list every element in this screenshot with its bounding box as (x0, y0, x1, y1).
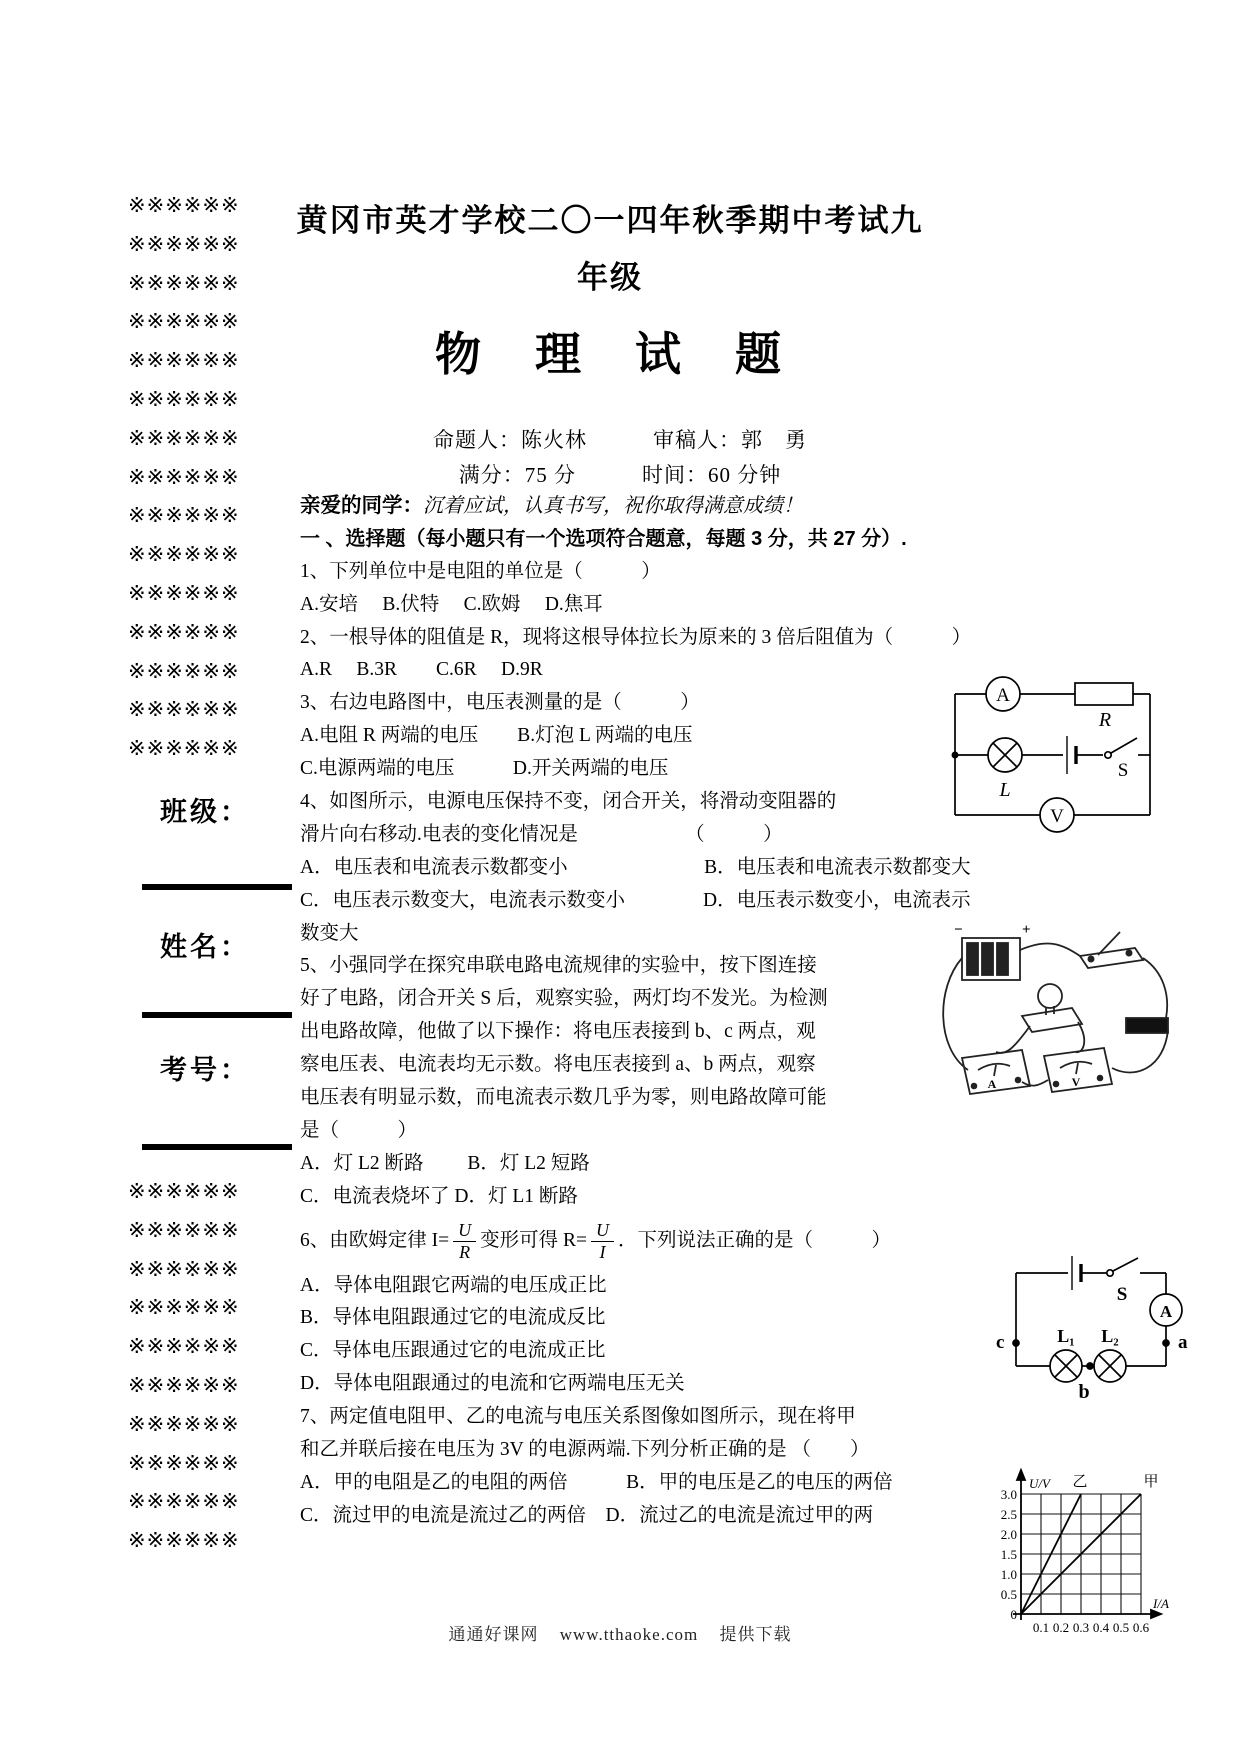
exam-line: 亲爱的同学：沉着应试，认真书写，祝你取得满意成绩！ (300, 494, 803, 517)
exam-line: 7、两定值电阻甲、乙的电流与电压关系图像如图所示，现在将甲 (300, 1406, 856, 1428)
exam-line: A.电阻 R 两端的电压 B.灯泡 L 两端的电压 (300, 725, 693, 747)
ammeter-label: A (996, 685, 1010, 706)
sketch-ammeter-label: A (987, 1077, 997, 1091)
svg-text:0.6: 0.6 (1132, 1620, 1150, 1635)
separator-line (142, 884, 292, 890)
point-b-label: b (1078, 1381, 1090, 1403)
setter-reviewer-line: 命题人：陈火林 审稿人：郭 勇 (433, 428, 807, 452)
svg-text:1.5: 1.5 (1000, 1547, 1017, 1562)
svg-text:0.3: 0.3 (1072, 1620, 1090, 1635)
asterisk-row: ※※※※※※ (128, 464, 240, 489)
exam-line: 出电路故障，他做了以下操作：将电压表接到 b、c 两点，观 (300, 1021, 816, 1043)
sketch-voltmeter-label: V (1071, 1075, 1081, 1089)
exam-title (180, 192, 1040, 306)
circuit-diagram-q3 (945, 670, 1160, 845)
ammeter-label: A (1159, 1302, 1173, 1321)
line-jia-label: 甲 (1143, 1474, 1159, 1490)
exam-line: 数变大 (300, 922, 359, 944)
class-field-label: 班级： (160, 797, 250, 827)
asterisk-row: ※※※※※※ (128, 1295, 240, 1320)
exam-line: C．电压表示数变大，电流表示数变小 D．电压表示数变小，电流表示 (300, 889, 971, 911)
exam-line: 电压表有明显示数，而电流表示数几乎为零，则电路故障可能 (300, 1087, 827, 1109)
subject-title: 物 理 试 题 (435, 328, 785, 380)
exam-line: A．甲的电阻是乙的电阻的两倍 B．甲的电压是乙的电压的两倍 (300, 1471, 893, 1493)
battery-plus-label: + (1022, 922, 1031, 938)
battery-minus-label: − (954, 922, 963, 938)
lamp-label: L (999, 779, 1011, 801)
name-field-label: 姓名： (160, 932, 250, 962)
exam-line: 1、下列单位中是电阻的单位是（ ） (300, 560, 661, 582)
voltmeter-label: V (1050, 806, 1064, 827)
switch-label: S (1116, 1284, 1128, 1305)
question-area (300, 490, 971, 1533)
svg-text:0.4: 0.4 (1092, 1620, 1110, 1635)
footer-url: www.tthaoke.com (559, 1625, 699, 1644)
asterisk-row: ※※※※※※ (128, 1179, 240, 1203)
exam-line: A．电压表和电流表示数都变小 B．电压表和电流表示数都变大 (300, 856, 971, 878)
separator-line (142, 1144, 292, 1150)
switch-label: S (1117, 760, 1129, 781)
asterisk-row: ※※※※※※ (128, 1528, 240, 1553)
score-time-line: 满分：75 分 时间：60 分钟 (458, 463, 782, 487)
svg-text:0.5: 0.5 (1000, 1587, 1017, 1602)
circuit-q5-svg (988, 1248, 1188, 1403)
circuit-q3-svg (945, 670, 1160, 845)
y-tick-labels (1001, 1487, 1017, 1622)
exam-title-line2: 年级 (577, 260, 643, 295)
exam-line: 6、由欧姆定律 I= $\frac{U}{R}$ 变形可得 R= $\frac{U}{I}$ ．下列说法正确的是（ ） (300, 1220, 892, 1263)
asterisk-row: ※※※※※※ (128, 1411, 240, 1436)
asterisk-row: ※※※※※※ (128, 1372, 240, 1397)
svg-text:1.0: 1.0 (1000, 1567, 1017, 1582)
exam-line: A．灯 L2 断路 B．灯 L2 短路 (300, 1152, 590, 1174)
exam-line: 滑片向右移动.电表的变化情况是 （ ） (300, 823, 783, 845)
asterisk-row: ※※※※※※ (128, 736, 240, 761)
asterisk-row: ※※※※※※ (128, 619, 240, 644)
asterisk-row: ※※※※※※ (128, 658, 240, 683)
footer-site: 通通好课网 (448, 1625, 539, 1644)
exam-title-line1: 黄冈市英才学校二〇一四年秋季期中考试九 (296, 203, 924, 238)
svg-text:0: 0 (1010, 1607, 1017, 1622)
asterisk-row: ※※※※※※ (128, 348, 240, 373)
exam-line: C．流过甲的电流是流过乙的两倍 D．流过乙的电流是流过甲的两 (300, 1504, 874, 1526)
exam-line: A.安培 B.伏特 C.欧姆 D.焦耳 (300, 593, 603, 615)
asterisk-row: ※※※※※※ (128, 503, 240, 528)
asterisk-row: ※※※※※※ (128, 425, 240, 450)
asterisk-row: ※※※※※※ (128, 580, 240, 605)
asterisk-row: ※※※※※※ (128, 1256, 240, 1281)
resistor-label: R (1098, 709, 1112, 731)
exam-line: A．导体电阻跟它两端的电压成正比 (300, 1274, 607, 1296)
point-a-label: a (1178, 1332, 1188, 1353)
asterisk-row: ※※※※※※ (128, 1334, 240, 1359)
circuit-diagram-q5 (988, 1248, 1188, 1403)
svg-text:0.2: 0.2 (1052, 1620, 1070, 1635)
asterisk-row: ※※※※※※ (128, 542, 240, 567)
separator-line (142, 1012, 292, 1018)
line-yi-label: 乙 (1072, 1474, 1088, 1490)
asterisk-row: ※※※※※※ (128, 697, 240, 722)
exam-line: 5、小强同学在探究串联电路电流规律的实验中，按下图连接 (300, 955, 817, 977)
asterisk-row: ※※※※※※ (128, 386, 240, 411)
exam-line: C．导体电压跟通过它的电流成正比 (300, 1340, 606, 1362)
asterisk-row: ※※※※※※ (128, 231, 240, 256)
asterisk-row: ※※※※※※ (128, 309, 240, 334)
exam-line: B．导体电阻跟通过它的电流成反比 (300, 1307, 606, 1329)
exam-line: 察电压表、电流表均无示数。将电压表接到 a、b 两点，观察 (300, 1054, 816, 1076)
exam-line: 一 、选择题（每小题只有一个选项符合题意，每题 3 分，共 27 分）. (300, 527, 907, 550)
exam-line: 2、一根导体的阻值是 R，现将这根导体拉长为原来的 3 倍后阻值为（ ） (300, 626, 972, 648)
y-axis-label: U/V (1029, 1476, 1050, 1491)
asterisk-row: ※※※※※※ (128, 1450, 240, 1475)
exam-line: A.R B.3R C.6R D.9R (300, 659, 543, 681)
svg-text:0.1: 0.1 (1032, 1620, 1050, 1635)
exam-line: 和乙并联后接在电压为 3V 的电源两端.下列分析正确的是 （ ） (300, 1439, 870, 1461)
asterisk-row: ※※※※※※ (128, 193, 240, 217)
asterisk-row: ※※※※※※ (128, 270, 240, 295)
exam-line: 4、如图所示，电源电压保持不变，闭合开关，将滑动变阻器的 (300, 791, 837, 813)
svg-text:2.5: 2.5 (1000, 1507, 1017, 1522)
exam-line: 好了电路，闭合开关 S 后，观察实验，两灯均不发光。为检测 (300, 988, 828, 1010)
exam-line: C.电源两端的电压 D.开关两端的电压 (300, 758, 669, 780)
footer (0, 1620, 1240, 1645)
x-axis-label: I/A (1153, 1596, 1169, 1611)
exam-line: D．导体电阻跟通过的电流和它两端电压无关 (300, 1373, 685, 1395)
svg-text:0.5: 0.5 (1112, 1620, 1130, 1635)
lamp1-label: L₁ (1057, 1326, 1075, 1346)
experiment-photo-q5 (930, 918, 1170, 1118)
svg-text:3.0: 3.0 (1000, 1487, 1017, 1502)
exam-line: C．电流表烧坏了 D．灯 L1 断路 (300, 1185, 578, 1207)
exam-line: 3、右边电路图中，电压表测量的是（ ） (300, 692, 700, 714)
svg-text:2.0: 2.0 (1000, 1527, 1017, 1542)
asterisk-row: ※※※※※※ (128, 1489, 240, 1514)
lamp2-label: L₂ (1101, 1326, 1119, 1346)
experiment-q5-svg (930, 918, 1170, 1118)
footer-note: 提供下载 (719, 1625, 792, 1644)
asterisk-row: ※※※※※※ (128, 1217, 240, 1242)
exam-line: 是（ ） (300, 1119, 418, 1141)
exam-number-field-label: 考号： (160, 1055, 250, 1085)
point-c-label: c (996, 1332, 1005, 1353)
asterisk-block-bottom (128, 1172, 308, 1560)
